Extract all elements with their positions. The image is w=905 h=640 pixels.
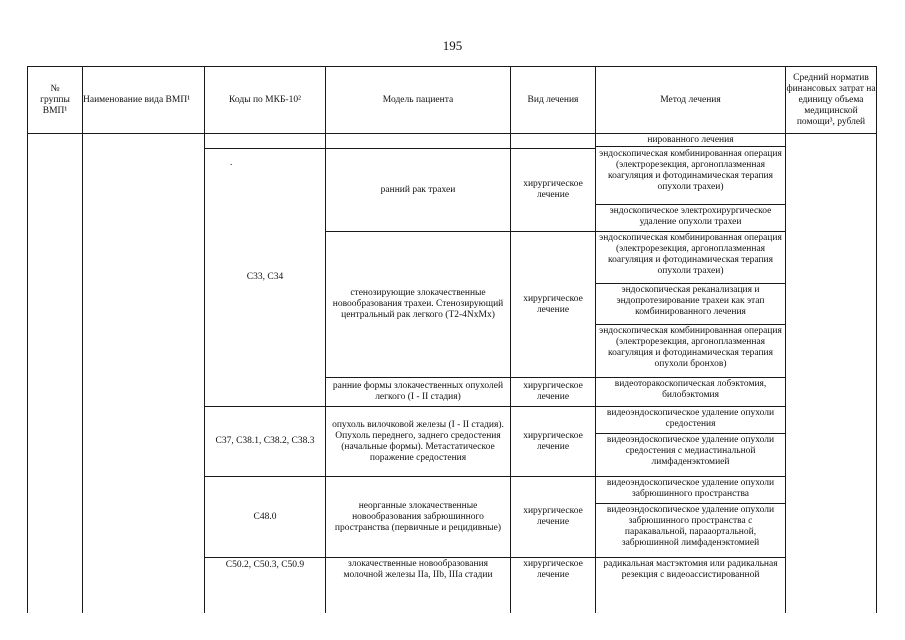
header-treatment-method: Метод лечения xyxy=(660,94,721,105)
header-avg-cost: Средний норматив финансовых затрат на единицу объема медицинской помощи³, рублей xyxy=(786,72,876,127)
method-item: эндоскопическая комбинированная операция (электрорезекция, аргоноплазменная коагуляция и фотодинамическая терапия опухоли трахеи) xyxy=(599,233,782,276)
model-early-lung-tumors: ранние формы злокачественных опухолей легкого (I - II стадия) xyxy=(332,381,504,402)
icd-codes-c37-c38: С37, С38.1, С38.2, С38.3 xyxy=(215,436,315,446)
method-item: эндоскопическая реканализация и эндопротезирование трахеи как этап комбинированного лечения xyxy=(616,285,765,317)
treatment-type: хирургическое лечение xyxy=(523,293,583,315)
method-item: эндоскопическое электрохирургическое удаление опухоли трахеи xyxy=(609,206,772,227)
treatment-type: хирургическое лечение xyxy=(523,559,583,580)
method-item: видеоэндоскопическое удаление опухоли средостения xyxy=(606,408,775,429)
header-patient-model: Модель пациента xyxy=(382,94,454,105)
header-group-number: № группы ВМП¹ xyxy=(40,83,70,116)
method-item: видеоэндоскопическое удаление опухоли средостения с медиастинальной лимфаденэктомией xyxy=(606,435,775,467)
method-item: эндоскопическая комбинированная операция (электрорезекция, аргоноплазменная коагуляция и фотодинамическая терапия опухоли трахеи) xyxy=(599,149,782,192)
method-continuation: нированного лечения xyxy=(647,134,734,145)
method-item: радикальная мастэктомия или радикальная резекция с видеоассистированной xyxy=(603,559,778,580)
header-treatment-type: Вид лечения xyxy=(527,94,579,105)
icd-codes-c33-c34: С33, С34 xyxy=(246,272,284,282)
treatment-type: хирургическое лечение xyxy=(523,179,583,200)
icd-codes-c48: С48.0 xyxy=(253,511,277,522)
header-vmp-name: Наименование вида ВМП¹ xyxy=(83,94,191,105)
method-item: видеоэндоскопическое удаление опухоли забрюшинного пространства xyxy=(606,478,775,499)
model-thymus-tumor: опухоль вилочковой железы (I - II стадия). Опухоль переднего, заднего средостения (начальные формы). Метастатическое поражение средостения xyxy=(332,419,504,463)
icd-codes-c50: С50.2, С50.3, С50.9 xyxy=(225,559,305,570)
model-breast-cancer: злокачественные новообразования молочной железы IIa, IIb, IIIa стадии xyxy=(343,559,493,580)
method-item: видеоэндоскопическое удаление опухоли забрюшинного пространства с паракавальной, парааортальной, забрюшинной лимфаденэктомией xyxy=(606,505,775,548)
model-retroperitoneal: неорганные злокачественные новообразования забрюшинного пространства (первичные и рецидивные) xyxy=(334,500,502,533)
header-icd-codes: Коды по МКБ-10² xyxy=(229,94,301,105)
treatment-type: хирургическое лечение xyxy=(523,381,583,402)
method-item: видеоторакоскопическая лобэктомия, билобэктомия xyxy=(614,379,767,400)
method-item: эндоскопическая комбинированная операция (электрорезекция, аргоноплазменная коагуляция и фотодинамическая терапия опухоли бронхов) xyxy=(599,326,782,369)
model-early-tracheal-cancer: ранний рак трахеи xyxy=(380,184,456,195)
model-stenosing-tracheal: стенозирующие злокачественные новообразования трахеи. Стенозирующий центральный рак легкого (Т2-4NxMx) xyxy=(332,288,504,320)
stray-mark: . xyxy=(230,158,233,168)
page-number: 195 xyxy=(442,38,463,53)
treatment-type: хирургическое лечение xyxy=(523,430,583,452)
treatment-type: хирургическое лечение xyxy=(523,506,583,527)
